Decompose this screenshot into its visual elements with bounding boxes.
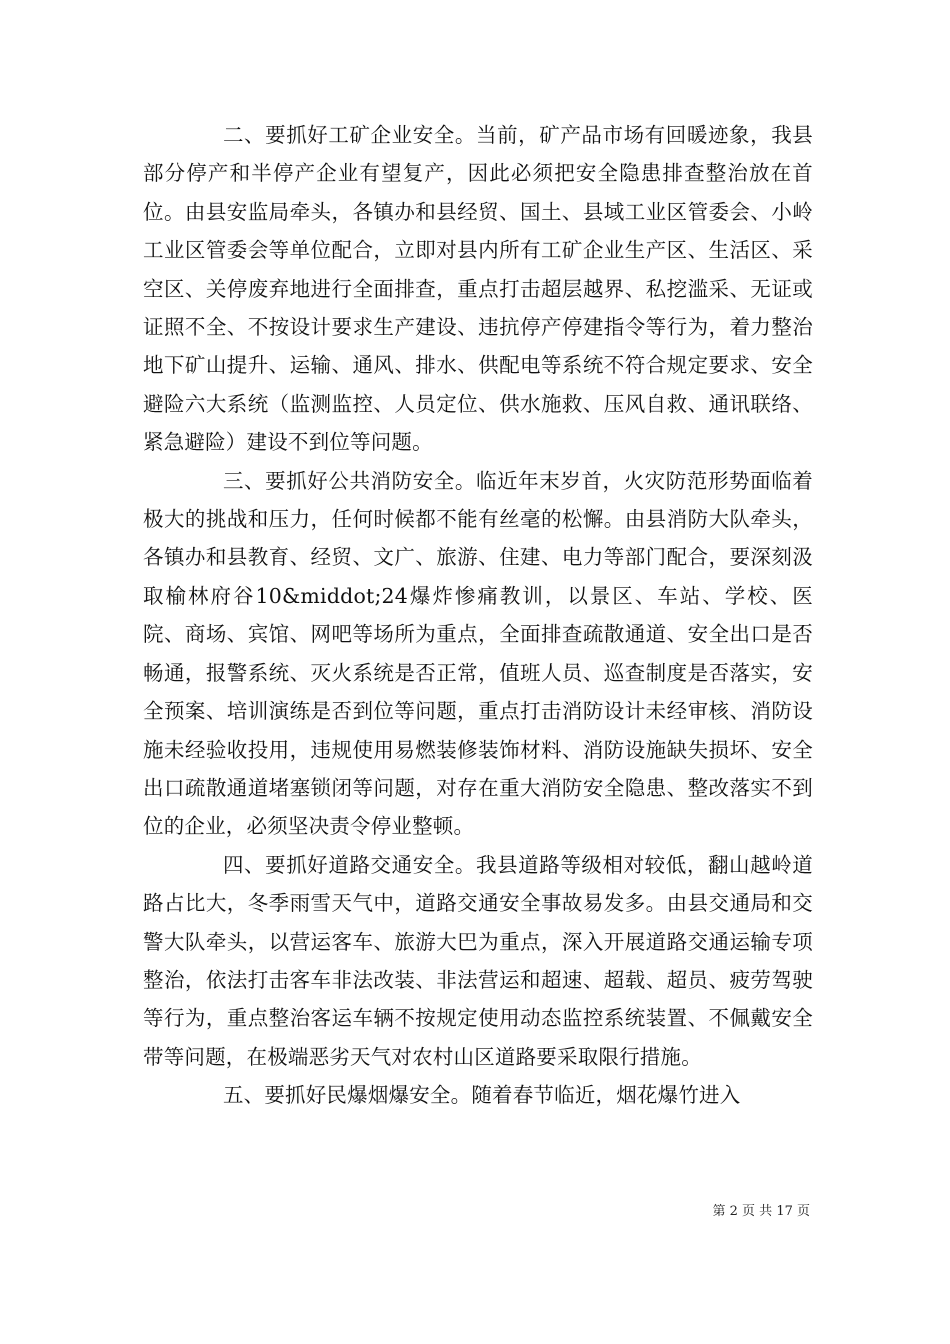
paragraph-mining-safety: 二、要抓好工矿企业安全。当前，矿产品市场有回暖迹象，我县部分停产和半停产企业有望复产，因此必须把安全隐患排查整治放在首位。由县安监局牵头，各镇办和县经贸、国土、县域工业区管委会、小岭工业区管委会等单位配合，立即对县内所有工矿企业生产区、生活区、采空区、关停废弃地进行全面排查，重点打击超层越界、私挖滥采、无证或证照不全、不按设计要求生产建设、违抗停产停建指令等行为，着力整治地下矿山提升、运输、通风、排水、供配电等系统不符合规定要求、安全避险六大系统（监测监控、人员定位、供水施救、压风自救、通讯联络、紧急避险）建设不到位等问题。	[143, 123, 813, 455]
paragraph-explosives-fireworks-safety: 五、要抓好民爆烟爆安全。随着春节临近，烟花爆竹进入	[222, 1083, 741, 1108]
paragraph-road-traffic-safety: 四、要抓好道路交通安全。我县道路等级相对较低，翻山越岭道路占比大，冬季雨雪天气中，道路交通安全事故易发多。由县交通局和交警大队牵头，以营运客车、旅游大巴为重点，深入开展道路交通运输专项整治，依法打击客车非法改装、非法营运和超速、超载、超员、疲劳驾驶等行为，重点整治客运车辆不按规定使用动态监控系统装置、不佩戴安全带等问题，在极端恶劣天气对农村山区道路要采取限行措施。	[143, 852, 813, 1069]
page-number-footer: 第 2 页 共 17 页	[712, 1204, 810, 1219]
paragraph-fire-safety: 三、要抓好公共消防安全。临近年末岁首，火灾防范形势面临着极大的挑战和压力，任何时候都不能有丝毫的松懈。由县消防大队牵头，各镇办和县教育、经贸、文广、旅游、住建、电力等部门配合，要深刻汲取榆林府谷10&middot;24爆炸惨痛教训，以景区、车站、学校、医院、商场、宾馆、网吧等场所为重点，全面排查疏散通道、安全出口是否畅通，报警系统、灭火系统是否正常，值班人员、巡查制度是否落实，安全预案、培训演练是否到位等问题，重点打击消防设计未经审核、消防设施未经验收投用，违规使用易燃装修装饰材料、消防设施缺失损坏、安全出口疏散通道堵塞锁闭等问题，对存在重大消防安全隐患、整改落实不到位的企业，必须坚决责令停业整顿。	[143, 468, 813, 839]
document-body	[143, 116, 813, 1115]
